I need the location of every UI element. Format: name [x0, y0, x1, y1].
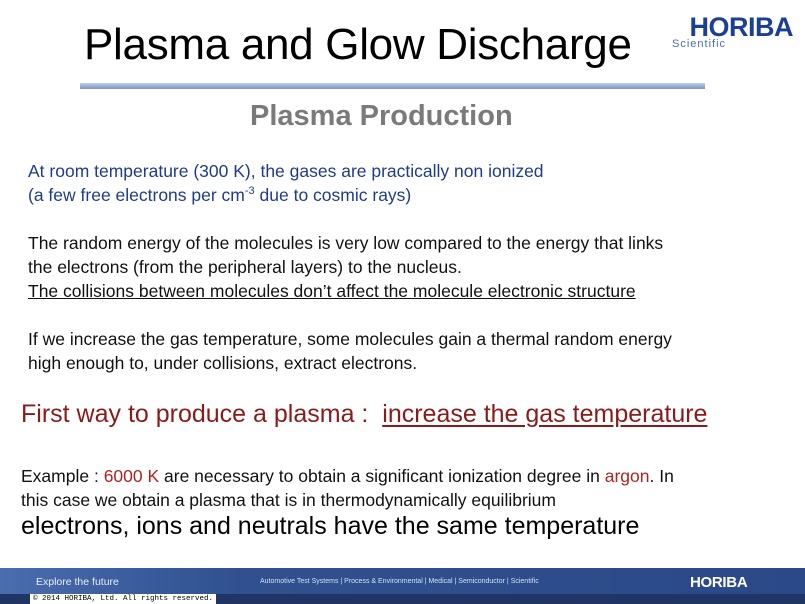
- paragraph-example: [21, 464, 674, 512]
- paragraph-line: At room temperature (300 K), the gases are practically non ionized: [28, 161, 544, 181]
- text-run: . In: [649, 466, 674, 486]
- horiba-logo: [672, 10, 797, 50]
- footer-sectors: Automotive Test Systems | Process & Environmental | Medical | Semiconductor | Scientific: [260, 578, 539, 585]
- paragraph-random-energy: [28, 231, 663, 303]
- copyright-notice: © 2014 HORIBA, Ltd. All rights reserved.: [30, 594, 216, 604]
- first-way-statement: [21, 400, 707, 429]
- paragraph-line: this case we obtain a plasma that is in thermodynamically equilibrium: [21, 490, 556, 510]
- text-run: are necessary to obtain a significant ionization degree in: [159, 466, 605, 486]
- emphasis-underlined: increase the gas temperature: [382, 400, 708, 428]
- paragraph-line: the electrons (from the peripheral layers) to the nucleus.: [28, 257, 462, 277]
- text-run: Example :: [21, 466, 104, 486]
- footer-band: [0, 568, 805, 594]
- footer-tagline: Explore the future: [36, 576, 119, 588]
- paragraph-line: If we increase the gas temperature, some molecules gain a thermal random energy: [28, 329, 672, 349]
- paragraph-line-underlined: The collisions between molecules don’t affect the molecule electronic structure: [28, 281, 636, 301]
- section-subtitle: Plasma Production: [250, 100, 513, 132]
- logo-wordmark: HORIBA: [689, 12, 793, 42]
- text-run: (a few free electrons per cm: [28, 185, 245, 205]
- gas-name: argon: [604, 466, 650, 486]
- slide-title: Plasma and Glow Discharge: [84, 20, 632, 69]
- conclusion-statement: electrons, ions and neutrals have the same temperature: [21, 512, 640, 540]
- text-run: due to cosmic rays): [254, 185, 412, 205]
- footer-bottom-strip: [0, 594, 805, 604]
- paragraph-line: The random energy of the molecules is very low compared to the energy that links: [28, 233, 664, 253]
- text-run: First way to produce a plasma :: [21, 400, 383, 428]
- paragraph-room-temperature: [28, 159, 544, 207]
- paragraph-line: [21, 464, 674, 488]
- paragraph-line: [28, 183, 544, 207]
- paragraph-increase-temperature: [28, 327, 672, 375]
- temperature-value: 6000 K: [103, 466, 160, 486]
- superscript: -3: [244, 185, 255, 197]
- paragraph-line: high enough to, under collisions, extract electrons.: [28, 353, 418, 373]
- title-divider: [80, 83, 705, 89]
- slide-footer: [0, 568, 805, 604]
- logo-subtitle: Scientific: [672, 38, 727, 50]
- footer-logo: HORIBA: [690, 574, 748, 591]
